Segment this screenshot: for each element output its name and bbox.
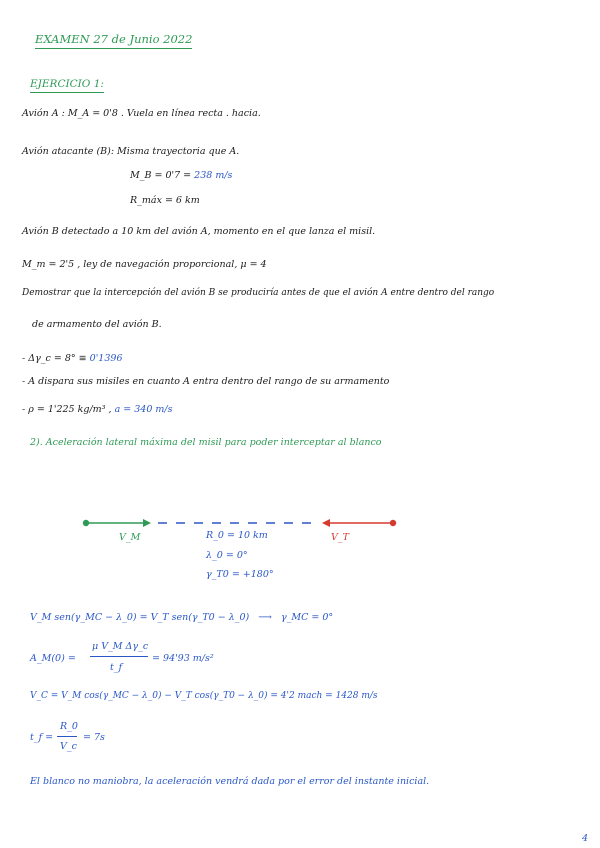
r0-label: R_0 = 10 km: [206, 530, 268, 541]
line-rmax: R_máx = 6 km: [130, 195, 200, 206]
equation-tf-rhs: = 7s: [83, 732, 105, 743]
missile-point: [83, 520, 89, 526]
line-demonstrate: Demostrar que la intercepción del avión B se produciría antes de que el avión A entre dentro del rango: [22, 288, 495, 298]
equation-accel-num: μ V_M Δγ_c: [92, 641, 149, 652]
equation-accel-rhs: = 94'93 m/s²: [152, 653, 214, 664]
target-point: [390, 520, 396, 526]
question-2: 2). Aceleración lateral máxima del misil para poder interceptar al blanco: [30, 437, 382, 448]
fraction-bar-tf: [57, 736, 77, 737]
line-aircraft-b: Avión atacante (B): Misma trayectoria que A.: [22, 146, 240, 157]
bullet-heading-error: - Δγ_c = 8° ≡ 0'1396: [22, 353, 123, 364]
bullet-atmos: - ρ = 1'225 kg/m³ , a = 340 m/s: [22, 404, 173, 415]
conclusion: El blanco no maniobra, la aceleración vendrá dada por el error del instante inicial.: [30, 776, 430, 787]
line-mach-b: M_B = 0'7 = 238 m/s: [130, 170, 233, 181]
equation-closing-velocity: V_C = V_M cos(γ_MC − λ_0) − V_T cos(γ_T0 − λ_0) = 4'2 mach = 1428 m/s: [30, 691, 378, 701]
equation-accel-den: t_f: [110, 662, 123, 673]
line-aircraft-a: Avión A : M_A = 0'8 . Vuela en línea recta . hacia.: [22, 108, 261, 119]
vt-label: V_T: [331, 532, 349, 543]
gamma-label: γ_T0 = +180°: [206, 569, 274, 580]
lambda0-label: λ_0 = 0°: [206, 550, 248, 561]
equation-accel-lhs: A_M(0) =: [30, 653, 76, 664]
equation-sin: V_M sen(γ_MC − λ_0) = V_T sen(γ_T0 − λ_0) ⟶ γ_MC = 0°: [30, 612, 334, 623]
exercise-title: EJERCICIO 1:: [30, 79, 104, 90]
equation-tf-lhs: t_f =: [30, 732, 54, 743]
page-number: 4: [582, 833, 589, 844]
line-detection: Avión B detectado a 10 km del avión A, momento en el que lanza el misil.: [22, 226, 376, 237]
line-demonstrate-2: de armamento del avión B.: [32, 319, 162, 330]
fraction-bar-accel: [90, 656, 148, 657]
exam-title: EXAMEN 27 de Junio 2022: [35, 34, 192, 46]
line-missile: M_m = 2'5 , ley de navegación proporcional, μ = 4: [22, 259, 267, 270]
equation-tf-den: V_c: [60, 741, 77, 752]
vm-label: V_M: [119, 532, 141, 543]
bullet-fire: - A dispara sus misiles en cuanto A entra dentro del rango de su armamento: [22, 376, 390, 387]
equation-tf-num: R_0: [60, 721, 78, 732]
